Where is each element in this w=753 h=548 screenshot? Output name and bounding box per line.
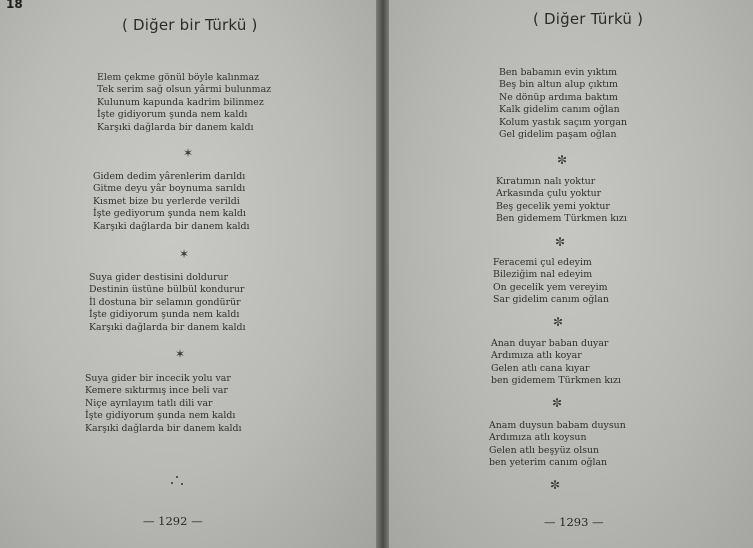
poem-line: Sar gidelim canım oğlan: [493, 294, 609, 306]
poem-line: Ne dönüp ardıma baktım: [499, 91, 618, 103]
poem-line: Bileziğim nal edeyim: [493, 269, 593, 281]
poem-line: Ardımıza atlı koyar: [491, 350, 582, 362]
poem-line: Kolum yastık saçım yorgan: [499, 116, 627, 128]
left-page-title: ( Diğer bir Türkü ): [122, 16, 258, 34]
poem-line: Elem çekme gönül böyle kalınmaz: [97, 72, 260, 83]
poem-line: Gitme deyu yâr boynuma sarıldı: [93, 183, 246, 195]
poem-line: İşte gediyorum şunda nem kaldı: [93, 208, 246, 220]
poem-line: Karşıki dağlarda bir danem kaldı: [97, 121, 254, 133]
poem-line: Gelen atlı beşyüz olsun: [489, 444, 600, 456]
poem-line: ben yeterim canım oğlan: [489, 457, 608, 469]
poem-line: İşte gidiyorum şunda nem kaldı: [89, 309, 240, 321]
left-stanza-1: [97, 72, 271, 134]
stanza-separator-icon: ✼: [553, 315, 564, 329]
poem-line: Karşıki dağlarda bir danem kaldı: [85, 422, 242, 434]
poem-line: Gelen atlı cana kıyar: [491, 362, 590, 374]
poem-line: Anan duyar baban duyar: [491, 338, 609, 349]
right-page: [389, 0, 753, 548]
stanza-separator-icon: ✼: [552, 396, 563, 410]
poem-line: Karşıki dağlarda bir danem kaldı: [89, 321, 246, 333]
poem-line: Suya gider bir incecik yolu var: [85, 373, 231, 384]
left-stanza-2: [93, 171, 250, 233]
poem-line: Suya gider destisini doldurur: [89, 272, 228, 283]
poem-line: Gidem dedim yârenlerim darıldı: [93, 171, 246, 182]
right-page-title: ( Diğer Türkü ): [533, 10, 644, 28]
poem-line: Destinin üstüne bülbül kondurur: [89, 284, 245, 296]
poem-line: Beş bin altun alup çıktım: [499, 79, 618, 91]
poem-line: Ben gidemem Türkmen kızı: [496, 213, 627, 225]
stanza-separator-icon: ✶: [179, 247, 190, 261]
poem-line: Kalk gidelim canım oğlan: [499, 104, 620, 116]
left-stanza-3: [89, 272, 246, 334]
stanza-separator-icon: ✼: [557, 153, 568, 167]
right-stanza-1: [499, 67, 627, 141]
poem-line: Arkasında çulu yoktur: [496, 188, 602, 200]
corner-number: 18: [6, 0, 23, 11]
stanza-separator-icon: ✶: [175, 347, 186, 361]
stanza-separator-icon: ✶: [183, 146, 194, 160]
poem-line: Kıratımın nalı yoktur: [496, 176, 596, 187]
stanza-separator-icon: ✼: [550, 478, 561, 492]
book-gutter: [376, 0, 390, 548]
stanza-separator-icon: ✼: [555, 235, 566, 249]
poem-line: Gel gidelim paşam oğlan: [499, 129, 617, 141]
poem-line: Kısmet bize bu yerlerde verildi: [93, 195, 240, 207]
poem-line: Tek serim sağ olsun yârmi bulunmaz: [97, 84, 272, 96]
poem-line: İl dostuna bir selamın gondürür: [89, 296, 241, 308]
poem-line: Anam duysun babam duysun: [489, 420, 626, 431]
poem-line: Kemere sıktırmış ince beli var: [85, 385, 228, 397]
right-stanza-2: [496, 176, 627, 226]
poem-line: İşte gidiyorum şunda nem kaldı: [97, 109, 248, 121]
left-stanza-4: [85, 373, 242, 435]
right-stanza-3: [493, 257, 609, 307]
poem-line: Beş gecelik yemi yoktur: [496, 200, 610, 212]
end-ornament-icon: [170, 476, 186, 488]
right-stanza-4: [491, 338, 621, 388]
poem-line: Ardımıza atlı koysun: [489, 432, 587, 444]
poem-line: Kulunum kapunda kadrim bilinmez: [97, 96, 264, 108]
right-page-number: — 1293 —: [544, 515, 604, 529]
poem-line: ben gidemem Türkmen kızı: [491, 375, 621, 387]
poem-line: Feracemi çul edeyim: [493, 257, 592, 268]
poem-line: Niçe ayrılayım tatlı dili var: [85, 397, 213, 409]
left-page-number: — 1292 —: [143, 514, 203, 528]
poem-line: On gecelik yem vereyim: [493, 281, 608, 293]
poem-line: Karşıki dağlarda bir danem kaldı: [93, 220, 250, 232]
poem-line: Ben babamın evin yıktım: [499, 67, 618, 78]
right-stanza-5: [489, 420, 626, 470]
poem-line: İşte gidiyorum şunda nem kaldı: [85, 410, 236, 422]
